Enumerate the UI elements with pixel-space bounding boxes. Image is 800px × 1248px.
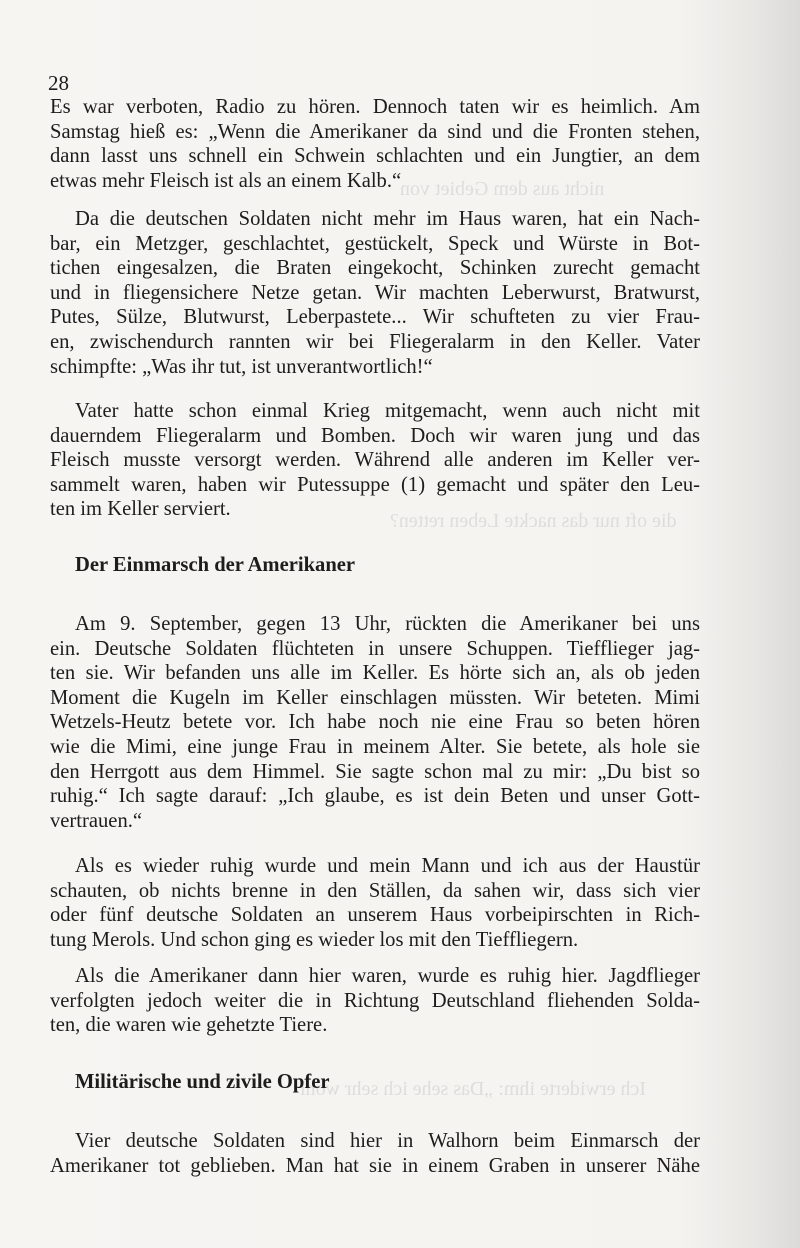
text-line: dann lasst uns schnell ein Schwein schlachten und ein Jungtier, an dem [50,145,700,168]
text-line: Amerikaner tot geblieben. Man hat sie in einem Graben in unserer Nähe [50,1154,700,1177]
text-line: Wetzels-Heutz betete vor. Ich habe noch nie eine Frau so beten hören [50,711,700,734]
text-line: Am 9. September, gegen 13 Uhr, rückten die Amerikaner bei uns [75,613,700,635]
text-line: schimpfte: „Was ihr tut, ist unverantwortlich!“ [50,355,433,378]
text-line: ein. Deutsche Soldaten flüchteten in unsere Schuppen. Tiefflieger jag- [50,637,700,660]
text-line: dauerndem Fliegeralarm und Bomben. Doch wir waren jung und das [50,424,700,447]
text-line: sammelt waren, haben wir Putessuppe (1) gemacht und später den Leu- [50,473,700,496]
text-line: tichen eingesalzen, die Braten eingekocht, Schinken zurecht gemacht [50,257,700,280]
text-line: Fleisch musste versorgt werden. Während alle anderen im Keller ver- [50,449,700,472]
text-line: Samstag hieß es: „Wenn die Amerikaner da sind und die Fronten stehen, [50,120,700,143]
text-line: ten, die waren wie gehetzte Tiere. [50,1014,328,1037]
section-heading: Der Einmarsch der Amerikaner [75,554,356,576]
paragraph [50,854,700,952]
text-line: verfolgten jedoch weiter die in Richtung Deutschland fliehenden Solda- [50,989,700,1012]
text-line: ten im Keller serviert. [50,498,231,521]
text-line: etwas mehr Fleisch ist als an einem Kalb.“ [50,169,402,192]
text-line: Putes, Sülze, Blutwurst, Leberpastete... Wir schufteten zu vier Frau- [50,306,700,329]
text-line: Moment die Kugeln im Keller einschlagen müssten. Wir beteten. Mimi [50,686,700,709]
text-line: wie die Mimi, eine junge Frau in meinem Alter. Sie betete, als hole sie [50,735,700,758]
paragraph [50,207,700,379]
paragraph [50,612,700,833]
page-number: 28 [48,71,69,95]
text-line: ten sie. Wir befanden uns alle im Keller. Es hörte sich an, als ob jeden [50,662,700,685]
text-line: und in fliegensichere Netze getan. Wir machten Leberwurst, Bratwurst, [50,281,700,304]
text-line: bar, ein Metzger, geschlachtet, gestückelt, Speck und Würste in Bot- [50,232,700,255]
text-line: vertrauen.“ [50,809,143,832]
bleed-through-text: nicht aus dem Gebiet von [400,178,605,200]
text-line: Da die deutschen Soldaten nicht mehr im Haus waren, hat ein Nach- [75,208,700,230]
text-line: Als die Amerikaner dann hier waren, wurde es ruhig hier. Jagdflieger [75,965,700,987]
text-line: ruhig.“ Ich sagte darauf: „Ich glaube, es ist dein Beten und unser Gott- [50,785,700,808]
text-line: en, zwischendurch rannten wir bei Fliegeralarm in den Keller. Vater [50,330,700,353]
text-line: Vater hatte schon einmal Krieg mitgemacht, wenn auch nicht mit [75,400,700,422]
bleed-through-text: Ich erwiderte ihm: „Das sehe ich sehr wohl [300,1078,646,1100]
text-line: schauten, ob nichts brenne in den Ställen, da sahen wir, dass sich vier [50,879,700,902]
text-line: Als es wieder ruhig wurde und mein Mann und ich aus der Haustür [75,855,700,877]
paragraph [50,1129,700,1178]
text-line: Es war verboten, Radio zu hören. Dennoch taten wir es heimlich. Am [50,96,700,118]
section-heading: Militärische und zivile Opfer [75,1071,330,1093]
text-line: Vier deutsche Soldaten sind hier in Walhorn beim Einmarsch der [75,1130,700,1152]
bleed-through-text: die oft nur das nackte Leben retten? [390,510,677,532]
paragraph [50,399,700,522]
text-line: oder fünf deutsche Soldaten an unserem Haus vorbeipirschten in Rich- [50,904,700,927]
text-line: den Herrgott aus dem Himmel. Sie sagte schon mal zu mir: „Du bist so [50,760,700,783]
text-line: tung Merols. Und schon ging es wieder los mit den Tieffliegern. [50,928,579,951]
paragraph [50,95,700,193]
paragraph [50,964,700,1038]
